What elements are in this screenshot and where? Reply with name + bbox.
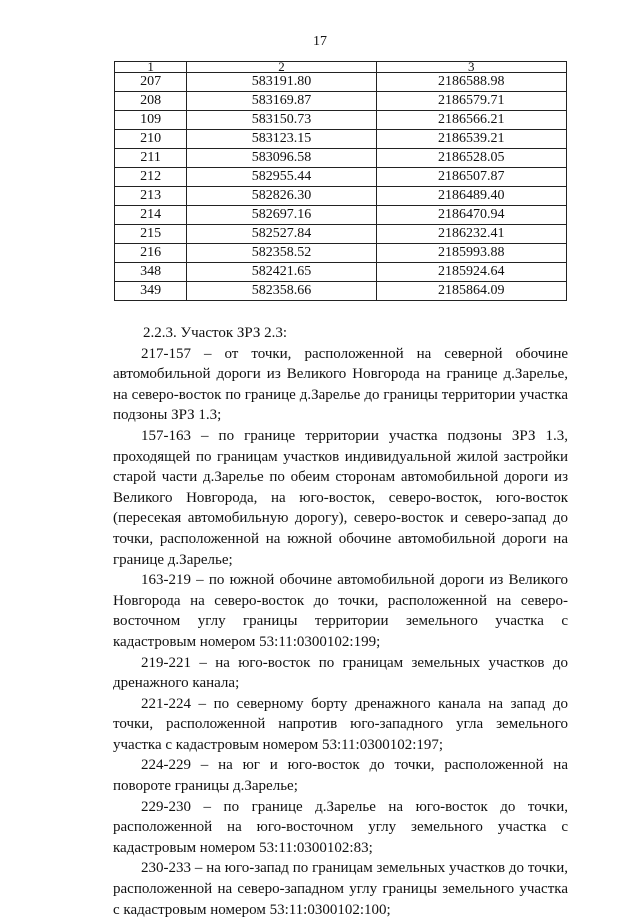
table-cell: 583169.87: [187, 92, 376, 111]
table-cell: 211: [115, 149, 187, 168]
table-row: [115, 149, 567, 168]
boundary-paragraph: 221-224 – по северному борту дренажного канала на запад до точки, расположенной напротив юго-западного угла земельного участка с кадастровым номером 53:11:0300102:197;: [113, 695, 568, 753]
table-cell: 582527.84: [187, 225, 376, 244]
table-cell: 213: [115, 187, 187, 206]
table-header-row: [115, 62, 567, 73]
table-cell: 2186539.21: [376, 130, 566, 149]
table-cell: 2185993.88: [376, 244, 566, 263]
table-cell: 216: [115, 244, 187, 263]
coordinates-table: [114, 61, 567, 301]
table-row: [115, 168, 567, 187]
table-cell: 583191.80: [187, 73, 376, 92]
table-row: [115, 187, 567, 206]
table-row: [115, 282, 567, 301]
boundary-paragraph: 229-230 – по границе д.Зарелье на юго-восток до точки, расположенной на юго-восточном углу земельного участка с кадастровым номером 53:11:0300102:83;: [113, 798, 568, 856]
table-row: [115, 73, 567, 92]
table-cell: 583096.58: [187, 149, 376, 168]
table-cell: 2186588.98: [376, 73, 566, 92]
table-cell: 582697.16: [187, 206, 376, 225]
table-cell: 2186232.41: [376, 225, 566, 244]
boundary-paragraph: 219-221 – на юго-восток по границам земельных участков до дренажного канала;: [113, 654, 568, 692]
table-cell: 2186507.87: [376, 168, 566, 187]
table-row: [115, 225, 567, 244]
boundary-paragraph: 163-219 – по южной обочине автомобильной дороги из Великого Новгорода на северо-восток до точки, расположенной на северо-восточном углу границы территории земельного участка с кадастровым номером 53:11:0300102:199;: [113, 572, 568, 650]
table-cell: 208: [115, 92, 187, 111]
table-cell: 583123.15: [187, 130, 376, 149]
table-cell: 582358.66: [187, 282, 376, 301]
column-header: 1: [115, 62, 187, 73]
boundary-paragraph: 217-157 – от точки, расположенной на северной обочине автомобильной дороги из Великого Новгорода на границе д.Зарелье, на северо-восток по границе д.Зарелье до границы территории участка подзоны ЗРЗ 1.3;: [113, 345, 568, 424]
table-cell: 582421.65: [187, 263, 376, 282]
table-row: [115, 130, 567, 149]
column-header: 3: [376, 62, 566, 73]
page-number: 17: [313, 34, 327, 49]
table-cell: 2186566.21: [376, 111, 566, 130]
table-cell: 109: [115, 111, 187, 130]
table-cell: 582955.44: [187, 168, 376, 187]
table-row: [115, 111, 567, 130]
table-cell: 582826.30: [187, 187, 376, 206]
table-cell: 2186528.05: [376, 149, 566, 168]
table-cell: 583150.73: [187, 111, 376, 130]
table-cell: 2185924.64: [376, 263, 566, 282]
section-heading: 2.2.3. Участок ЗРЗ 2.3:: [143, 325, 288, 341]
document-body: [113, 323, 568, 920]
table-row: [115, 206, 567, 225]
table-cell: 582358.52: [187, 244, 376, 263]
table-cell: 215: [115, 225, 187, 244]
table-cell: 348: [115, 263, 187, 282]
boundary-paragraph: 224-229 – на юг и юго-восток до точки, расположенной на повороте границы д.Зарелье;: [113, 757, 568, 795]
paragraph-list: [113, 344, 568, 920]
table-row: [115, 92, 567, 111]
table-cell: 210: [115, 130, 187, 149]
table-cell: 214: [115, 206, 187, 225]
boundary-paragraph: 230-233 – на юго-запад по границам земельных участков до точки, расположенной на северо-западном углу границы земельного участка с кадастровым номером 53:11:0300102:100;: [113, 860, 568, 918]
table-cell: 2186579.71: [376, 92, 566, 111]
table-cell: 207: [115, 73, 187, 92]
table-row: [115, 263, 567, 282]
table-row: [115, 244, 567, 263]
table-cell: 2185864.09: [376, 282, 566, 301]
table-cell: 212: [115, 168, 187, 187]
table-cell: 2186470.94: [376, 206, 566, 225]
boundary-paragraph: 157-163 – по границе территории участка подзоны ЗРЗ 1.3, проходящей по границам участков индивидуальной жилой застройки старой части д.Зарелье по обеим сторонам автомобильной дороги из Великого Новгорода, на юго-восток, северо-восток, юго-восток (пересекая автомобильную дорогу), северо-восток и северо-запад до точки, расположенной на южной обочине автомобильной дороги на границе д.Зарелье;: [113, 427, 568, 568]
table-cell: 349: [115, 282, 187, 301]
column-header: 2: [187, 62, 376, 73]
table-cell: 2186489.40: [376, 187, 566, 206]
